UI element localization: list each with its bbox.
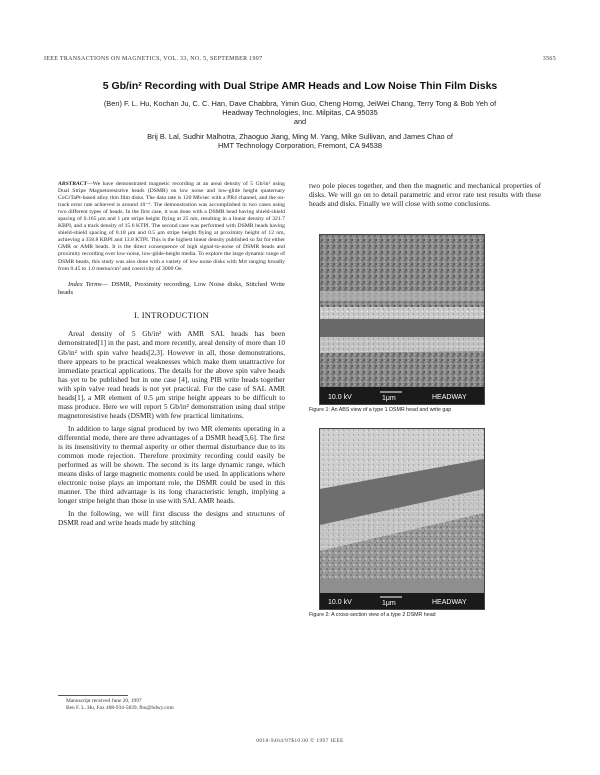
right-column [309, 181, 541, 212]
abstract-label: ABSTRACT [58, 181, 88, 187]
footnote-divider [58, 695, 128, 696]
author-and: and [293, 117, 307, 127]
abstract-text: —We have demonstrated magnetic recording at an areal density of 5 Gb/in² using Dual Stripe Magnetoresistive heads (DSMR) on low noise and low-glide height quaternary CoCrTaPt-based alloy thin film disks. The data rate is 120 Mb/sec with a PR4 channel, and the on-track error rate achieved is around 10⁻⁹. The demonstration was accomplished in two cases using two different types of heads. In the first case, it was done with a DSMR head having shield-shield spacing of 0.165 μm and 1 μm stripe height flying at 25 nm, resulting in a linear density of 321.7 KBPI, and a track density of 15.6 KTPI. The second case was performed with DSMR heads having shield-shield spacing of 0.18 μm and 0.5 μm stripe height flying at proximity height of 12 nm, achieving a 358.8 KBPI and 13.8 KTPI. This is the highest linear density published so far for either GMR or AMR heads. It is the direct consequence of high signal-to-noise of DSMR heads and proximity recording over low-noise, low-glide-height media. To explore the large dynamic range of DSMR heads, this study was also done with a variety of low noise disks with Mrt ranging broadly from 0.45 to 1.0 memu/cm² and coercivity of 3000 Oe. [58, 181, 285, 272]
index-terms-text: — DSMR, Proximity recording, Low Noise disks, Stitched Write heads [58, 280, 285, 297]
copyright-code: 0018-9464/97$10.00 © 1997 IEEE [256, 738, 344, 744]
abstract [58, 181, 285, 273]
author-block [44, 99, 556, 150]
index-terms [58, 281, 285, 298]
index-terms-label: Index Terms [68, 280, 102, 288]
intro-paragraph-2: In addition to large signal produced by two MR elements operating in a differential mode, there are three advantages of a DSMR head[5,6]. The first is its insensitivity to thermal asperity or other thermal disturbance due to its common mode rejection. Therefore proximity recording could easily be performed as will be shown. The second is its large dynamic range, which means disks of large magnetic moments could be used. In applications where electronic noise plays an important role, the DSMR could be used in this manner. The third advantage is its long characteristic length, implying a longer stripe height than those in use with SAL AMR heads. [58, 423, 285, 506]
intro-paragraph-1: Areal density of 5 Gb/in² with AMR SAL heads has been demonstrated[1] in the past, and more recently, areal density of more than 10 Gb/in² with spin valve heads[2,3]. However in all, those demonstrations, there appears to be practical weaknesses which make them unattractive for immediate practical applications. The details for the above spin valve heads has yet to be published but in one case [4], using PIB write heads together with spin valve read heads is not yet practical. For the case of SAL AMR heads[1], a MR element of 0.5 μm stripe height appears to be difficult to mass produce. Here we will report 5 Gb/in² demonstration using dual stripe magnetoresistive heads (DSMR) with few practical limitations. [58, 329, 285, 420]
figure-1-brand-label: HEADWAY [432, 394, 467, 401]
figure-1-scale-label: 1μm [382, 395, 396, 402]
figure-2-caption: Figure 2: A cross-section view of a type 2 DSMR head [309, 612, 436, 618]
running-head [44, 56, 556, 62]
left-column [58, 181, 285, 531]
intro-paragraph-3: In the following, we will first discuss the designs and structures of DSMR read and write heads made by stitching [58, 509, 285, 528]
footnotes [58, 698, 285, 712]
figure-2-scale-label: 1μm [382, 600, 396, 607]
affiliation-1: Headway Technologies, Inc. Milpitas, CA 95035 [222, 108, 378, 118]
author-group-2: Brij B. Lal, Sudhir Malhotra, Zhaoguo Jiang, Ming M. Yang, Mike Sullivan, and James Chao of [147, 131, 453, 141]
author-group-1: (Ben) F. L. Hu, Kochan Ju, C. C. Han, Dave Chabbra, Yimin Guo, Cheng Horng, JeiWei Chang, Terry Tong & Bob Yeh of [103, 99, 497, 108]
section-heading-introduction: I. INTRODUCTION [133, 310, 210, 321]
footnote-manuscript-date: Manuscript received June 20, 1997 [66, 698, 142, 704]
figure-2-image [319, 428, 485, 610]
figure-1-caption: Figure 1: An ABS view of a type 1 DSMR head and write gap [309, 407, 452, 413]
figure-1-kv-label: 10.0 kV [328, 394, 352, 401]
footnote-contact: Ben F. L. Hu, Fax 408-934-5839, fhu@hdwy.com [66, 705, 174, 711]
running-head-journal: IEEE TRANSACTIONS ON MAGNETICS, VOL. 33, NO. 5, SEPTEMBER 1997 [44, 56, 263, 62]
affiliation-2: HMT Technology Corporation, Fremont, CA 94538 [217, 140, 383, 150]
right-paragraph-1: two pole pieces together, and then the magnetic and mechanical properties of disks. We will go on to detail parametric and error rate test results with these heads and disks. Finally we will close with some conclusions. [309, 181, 541, 209]
figure-2-kv-label: 10.0 kV [328, 599, 352, 606]
paper-title: 5 Gb/in² Recording with Dual Stripe AMR Heads and Low Noise Thin Film Disks [102, 80, 498, 92]
figure-1-image [319, 234, 485, 405]
figure-2-brand-label: HEADWAY [432, 599, 467, 606]
running-head-page-number: 3565 [542, 56, 556, 62]
